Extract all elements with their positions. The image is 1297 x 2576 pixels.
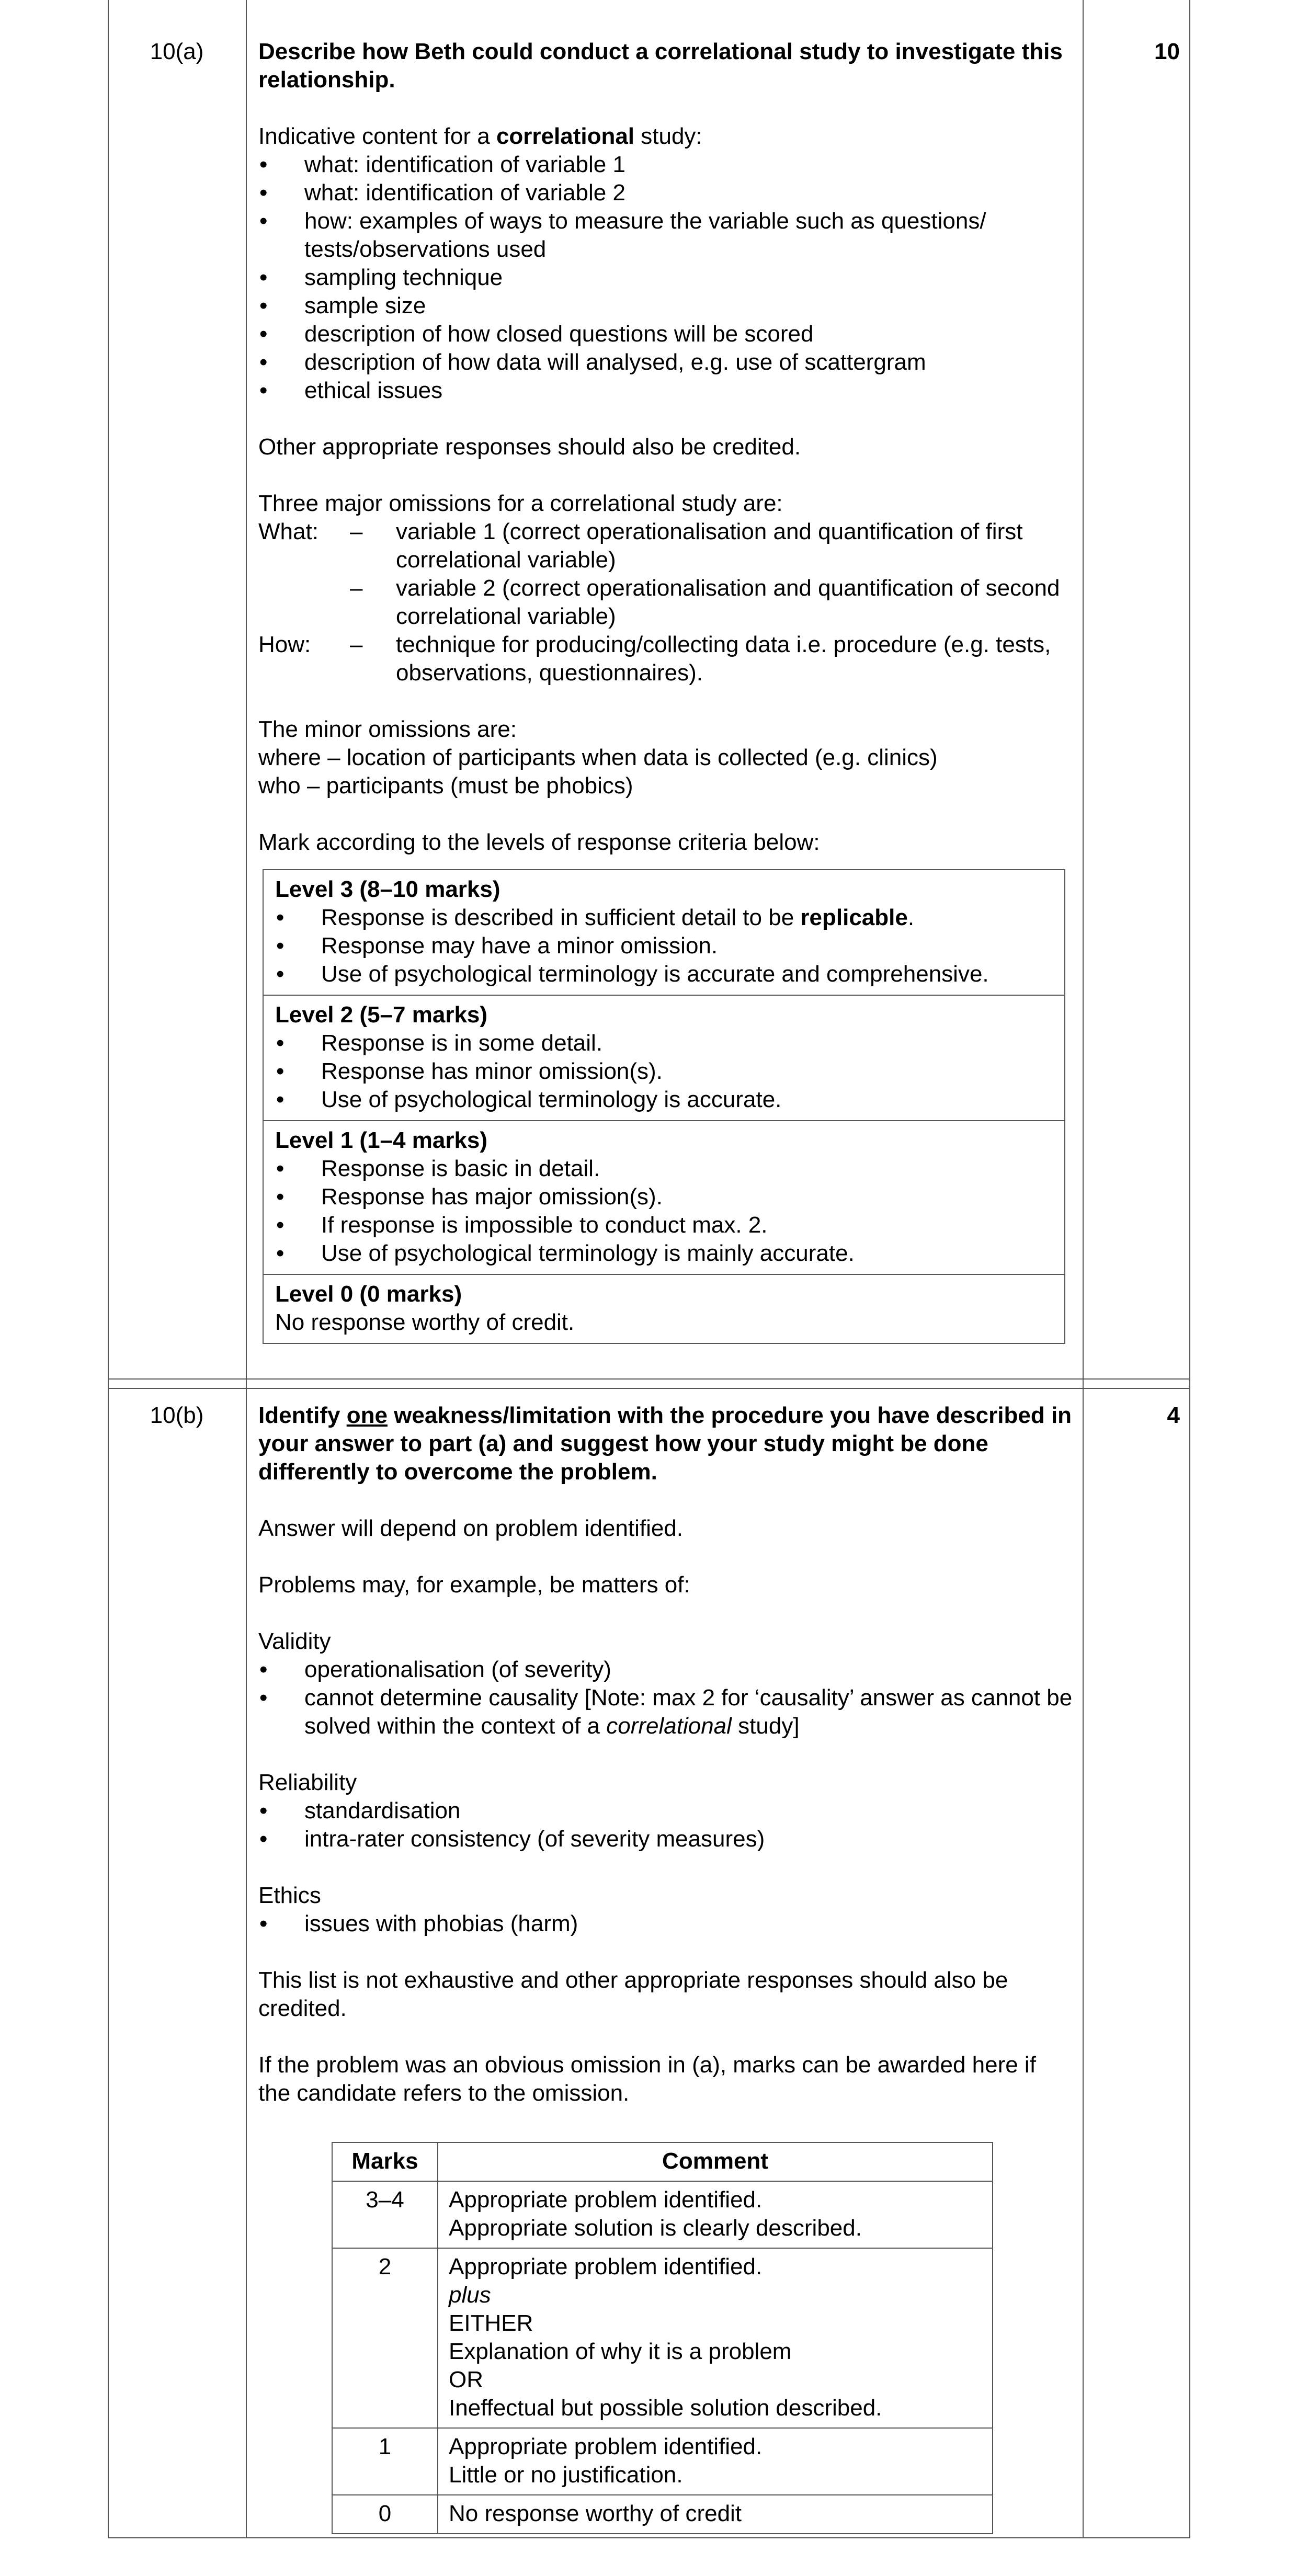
- row-separator-bottom: [108, 1388, 1190, 1389]
- list-item: • how: examples of ways to measure the variable such as questions/ tests/observations used: [258, 207, 1074, 264]
- omission-row: – variable 2 (correct operationalisation and quantification of second correlational variable): [350, 575, 1060, 629]
- table-column-divider-marks: [1083, 0, 1084, 2538]
- table-row: [332, 2248, 993, 2428]
- ethics-heading: Ethics: [258, 1883, 321, 1908]
- list-item: • Response may have a minor omission.: [275, 932, 1053, 960]
- level-title: Level 0 (0 marks): [275, 1281, 462, 1307]
- list-item: • intra-rater consistency (of severity measures): [258, 1825, 1074, 1853]
- list-item: • sample size: [258, 292, 1074, 320]
- omission-note: If the problem was an obvious omission in (a), marks can be awarded here if the candidate refers to the omission.: [258, 2052, 1036, 2106]
- marks-cell: 1: [332, 2428, 438, 2495]
- ethics-list: [258, 1910, 1074, 1938]
- validity-heading: Validity: [258, 1628, 331, 1654]
- question-marks: 10: [1154, 39, 1180, 64]
- list-item: • operationalisation (of severity): [258, 1656, 1074, 1684]
- question-text: Identify one weakness/limitation with the procedure you have described in your answer to part (a) and suggest how your study might be done differently to overcome the problem.: [258, 1403, 1072, 1485]
- marks-cell: 0: [332, 2495, 438, 2534]
- level-title: Level 2 (5–7 marks): [275, 1002, 488, 1028]
- level-description: No response worthy of credit.: [275, 1309, 575, 1335]
- not-exhaustive-note: This list is not exhaustive and other appropriate responses should also be credited.: [258, 1967, 1008, 2021]
- levels-of-response-table: [263, 869, 1065, 1344]
- list-item: • cannot determine causality [Note: max 2 for ‘causality’ answer as cannot be solved within the context of a correlational study]: [258, 1684, 1074, 1740]
- omission-row: How: – technique for producing/collecting data i.e. procedure (e.g. tests, observations, questionnaires).: [258, 632, 1051, 686]
- validity-list: [258, 1656, 1074, 1740]
- comment-cell: Appropriate problem identified. Appropriate solution is clearly described.: [438, 2181, 993, 2248]
- list-item: • Response has minor omission(s).: [275, 1057, 1053, 1086]
- reliability-list: [258, 1797, 1074, 1853]
- table-row: [263, 995, 1065, 1121]
- table-row: [263, 1121, 1065, 1274]
- table-border-right: [1189, 0, 1190, 2538]
- list-item: • If response is impossible to conduct max. 2.: [275, 1211, 1053, 1239]
- comment-cell: No response worthy of credit: [438, 2495, 993, 2534]
- table-row: [332, 2428, 993, 2495]
- marks-cell: 3–4: [332, 2181, 438, 2248]
- comment-cell: Appropriate problem identified. plus EITHER Explanation of why it is a problem OR Ineffectual but possible solution described.: [438, 2248, 993, 2428]
- answer-content-10a: [258, 38, 1074, 1344]
- list-item: • sampling technique: [258, 264, 1074, 292]
- table-row: [263, 870, 1065, 995]
- list-item: • what: identification of variable 2: [258, 179, 1074, 207]
- answer-depends-note: Answer will depend on problem identified.: [258, 1515, 684, 1541]
- indicative-content-heading: Indicative content for a correlational study:: [258, 123, 702, 149]
- answer-content-10b: [258, 1401, 1074, 2534]
- row-separator-top: [108, 1378, 1190, 1380]
- table-column-divider-question: [246, 0, 247, 2538]
- problems-intro: Problems may, for example, be matters of:: [258, 1572, 690, 1598]
- column-header-comment: Comment: [438, 2142, 993, 2181]
- minor-omissions-heading: The minor omissions are:: [258, 716, 517, 742]
- list-item: • ethical issues: [258, 377, 1074, 405]
- list-item: • Response is basic in detail.: [275, 1155, 1053, 1183]
- table-row: [263, 1274, 1065, 1343]
- table-header-row: [332, 2142, 993, 2181]
- level-title: Level 1 (1–4 marks): [275, 1127, 488, 1153]
- question-number: 10(b): [150, 1403, 204, 1428]
- question-text: Describe how Beth could conduct a correlational study to investigate this relationship.: [258, 39, 1063, 93]
- list-item: • Use of psychological terminology is accurate.: [275, 1086, 1053, 1114]
- column-header-marks: Marks: [332, 2142, 438, 2181]
- list-item: • description of how closed questions will be scored: [258, 320, 1074, 348]
- list-item: • issues with phobias (harm): [258, 1910, 1074, 1938]
- table-row: [332, 2495, 993, 2534]
- marks-comment-table: [332, 2142, 993, 2534]
- question-marks: 4: [1167, 1403, 1180, 1428]
- other-credit-note: Other appropriate responses should also be credited.: [258, 434, 801, 460]
- list-item: • Response has major omission(s).: [275, 1183, 1053, 1211]
- level-title: Level 3 (8–10 marks): [275, 876, 500, 902]
- list-item: • Response is described in sufficient detail to be replicable.: [275, 904, 1053, 932]
- minor-omission-who: who – participants (must be phobics): [258, 773, 633, 799]
- list-item: • standardisation: [258, 1797, 1074, 1825]
- table-row: [332, 2181, 993, 2248]
- table-border-bottom: [108, 2537, 1190, 2538]
- reliability-heading: Reliability: [258, 1770, 357, 1795]
- comment-cell: Appropriate problem identified. Little or no justification.: [438, 2428, 993, 2495]
- list-item: • description of how data will analysed, e.g. use of scattergram: [258, 348, 1074, 377]
- major-omissions-heading: Three major omissions for a correlational study are:: [258, 491, 783, 516]
- table-border-left: [108, 0, 109, 2538]
- mark-instruction: Mark according to the levels of response criteria below:: [258, 829, 820, 855]
- minor-omission-where: where – location of participants when data is collected (e.g. clinics): [258, 745, 938, 770]
- omission-row: What: – variable 1 (correct operationalisation and quantification of first correlational variable): [258, 519, 1023, 573]
- list-item: • Response is in some detail.: [275, 1029, 1053, 1057]
- list-item: • Use of psychological terminology is mainly accurate.: [275, 1239, 1053, 1268]
- list-item: • Use of psychological terminology is accurate and comprehensive.: [275, 960, 1053, 988]
- list-item: • what: identification of variable 1: [258, 151, 1074, 179]
- marks-cell: 2: [332, 2248, 438, 2428]
- indicative-content-list: [258, 151, 1074, 405]
- question-number: 10(a): [150, 39, 204, 64]
